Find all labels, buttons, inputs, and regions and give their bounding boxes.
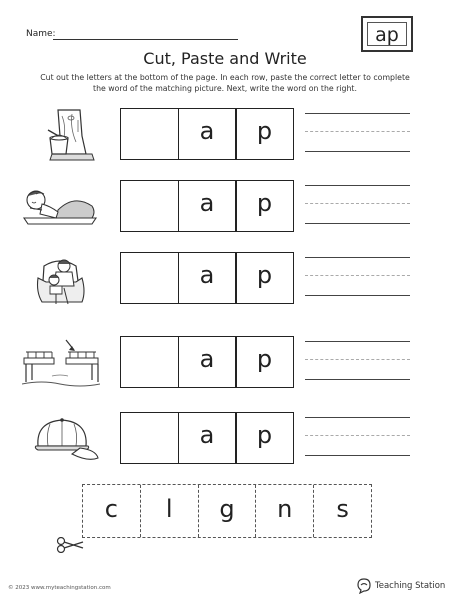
letter-cells xyxy=(120,180,297,232)
word-family-box xyxy=(361,16,413,52)
write-lines[interactable] xyxy=(305,109,410,159)
worksheet-row-4 xyxy=(0,336,450,392)
teaching-station-logo xyxy=(356,577,445,595)
teaching-station-logo-icon xyxy=(356,578,372,594)
copyright-text: © 2023 www.myteachingstation.com xyxy=(8,585,111,591)
write-lines[interactable] xyxy=(305,181,410,231)
write-lines[interactable] xyxy=(305,337,410,387)
letter-cell: p xyxy=(235,412,294,464)
scissors-icon xyxy=(56,537,84,553)
letter-cell: p xyxy=(235,336,294,388)
letter-cell: p xyxy=(235,108,294,160)
letter-cell: a xyxy=(178,108,237,160)
cut-letter[interactable]: l xyxy=(140,485,198,537)
letter-cell: p xyxy=(235,252,294,304)
logo-text: Teaching Station xyxy=(375,581,446,591)
write-lines[interactable] xyxy=(305,253,410,303)
letter-cells xyxy=(120,412,297,464)
worksheet-row-5 xyxy=(0,412,450,468)
sap-tree-bucket-icon xyxy=(22,108,100,164)
paste-cell[interactable] xyxy=(120,336,179,388)
write-lines[interactable] xyxy=(305,413,410,463)
paste-cell[interactable] xyxy=(120,412,179,464)
cut-letter[interactable]: g xyxy=(198,485,256,537)
paste-cell[interactable] xyxy=(120,252,179,304)
letter-cells xyxy=(120,336,297,388)
paste-cell[interactable] xyxy=(120,180,179,232)
instructions: Cut out the letters at the bottom of the page. In each row, paste the correct letter to complete the word of the matching picture. Next, write the word on the right. xyxy=(40,73,410,93)
lap-child-on-lap-icon xyxy=(22,252,100,308)
letter-cell: a xyxy=(178,252,237,304)
cap-baseball-cap-icon xyxy=(22,412,100,468)
letter-cell: a xyxy=(178,336,237,388)
paste-cell[interactable] xyxy=(120,108,179,160)
name-write-line[interactable] xyxy=(53,39,238,40)
worksheet-row-3 xyxy=(0,252,450,308)
letter-cell: p xyxy=(235,180,294,232)
letter-cell: a xyxy=(178,412,237,464)
cut-letter[interactable]: n xyxy=(255,485,313,537)
cut-out-letters-strip xyxy=(82,484,372,538)
word-family-label: ap xyxy=(367,22,407,46)
letter-cells xyxy=(120,108,297,160)
cut-letter[interactable]: c xyxy=(104,495,118,523)
cut-letter[interactable]: s xyxy=(313,485,371,537)
letter-cell: a xyxy=(178,180,237,232)
name-label: Name: xyxy=(26,29,56,39)
gap-bridge-icon xyxy=(22,336,100,392)
worksheet-row-2 xyxy=(0,180,450,236)
page-title: Cut, Paste and Write xyxy=(143,49,307,68)
letter-cells xyxy=(120,252,297,304)
nap-sleeping-boy-icon xyxy=(22,180,100,236)
worksheet-row-1 xyxy=(0,108,450,164)
